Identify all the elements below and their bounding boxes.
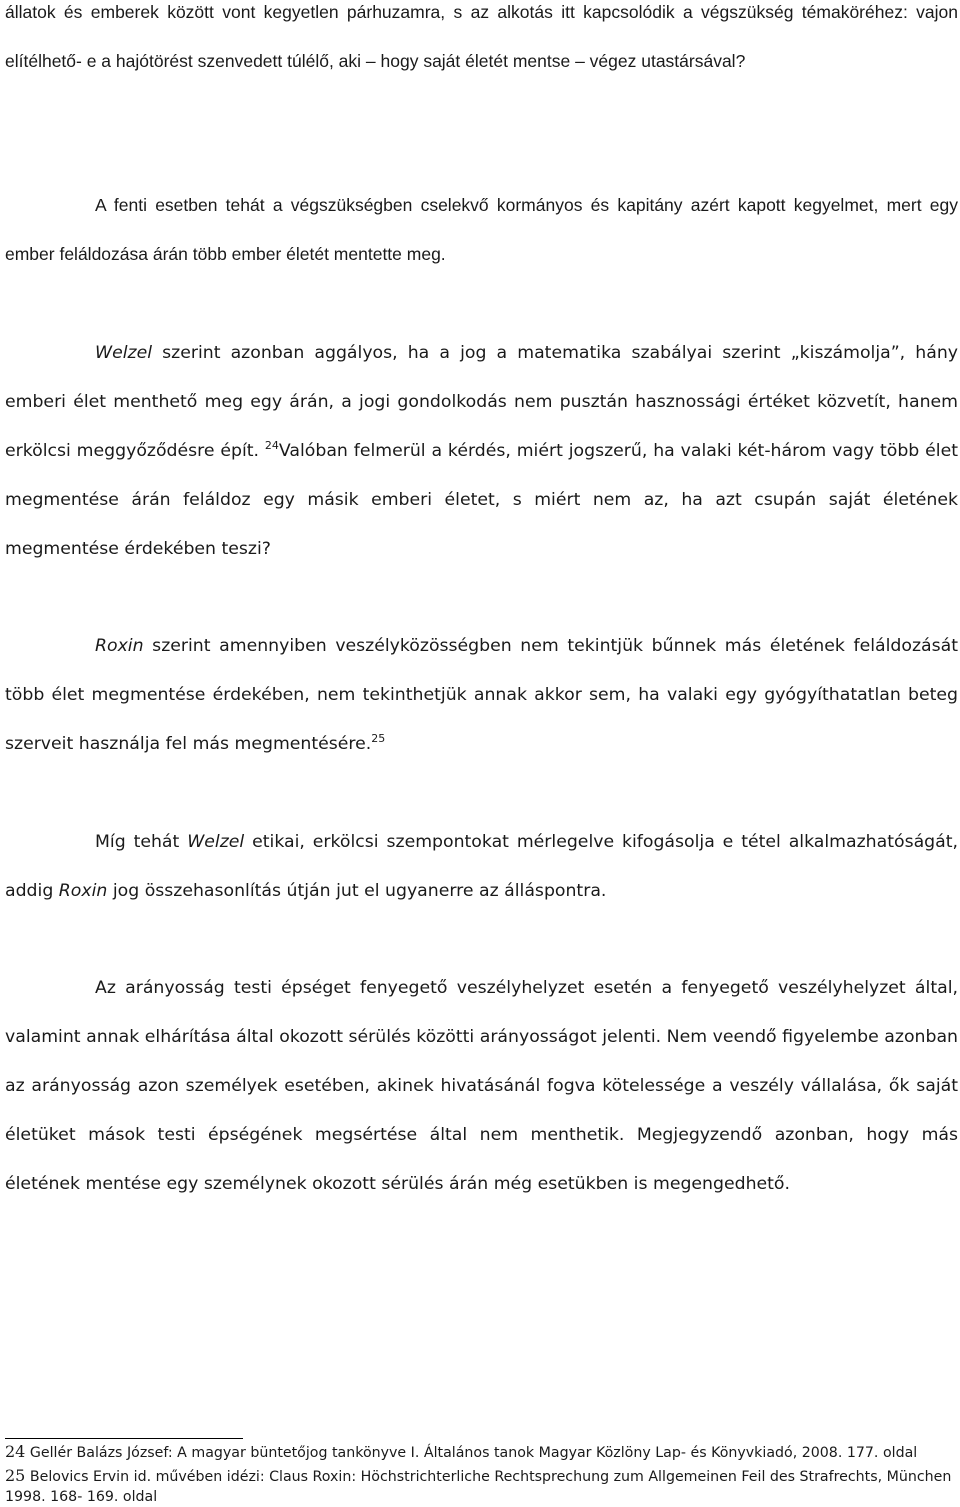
footnote-ref-24[interactable]: 24 xyxy=(264,439,279,452)
author-name: Welzel xyxy=(187,832,245,852)
footnote-text: Gellér Balázs József: A magyar büntetőjog tankönyve I. Általános tanok Magyar Közlöny Lap- és Könyvkiadó, 2008. 177. oldal xyxy=(25,1445,918,1461)
paragraph-roxin xyxy=(5,622,958,769)
paragraph-continuation xyxy=(5,0,958,86)
footnote-24 xyxy=(5,1442,955,1463)
footnote-text: Belovics Ervin id. művében idézi: Claus Roxin: Höchstrichterliche Rechtsprechung zum Allgemeinen Feil des Strafrechts, München 1998. 168- 169. oldal xyxy=(5,1469,952,1505)
paragraph-text: etikai, erkölcsi szempontokat mérlegelve kifogásolja e tétel alkalmazhatóságát, addig xyxy=(5,832,958,901)
paragraph-proportionality xyxy=(5,964,958,1209)
author-name: Welzel xyxy=(95,343,153,363)
footnote-number: 25 xyxy=(5,1466,26,1485)
footnote-25 xyxy=(5,1466,955,1507)
paragraph-text: A fenti esetben tehát a végszükségben cselekvő kormányos és kapitány azért kapott kegyelmet, mert egy ember feláldozása árán több ember életét mentette meg. xyxy=(5,195,958,264)
paragraph-text: Valóban felmerül a kérdés, miért jogszerű, ha valaki két-három vagy több élet megmentése árán feláldoz egy másik emberi életet, s miért nem az, ha azt csupán saját életének megmentése érdekében teszi? xyxy=(5,441,958,559)
paragraph-welzel xyxy=(5,329,958,574)
footnote-ref-25[interactable]: 25 xyxy=(371,732,386,745)
paragraph-text: állatok és emberek között vont kegyetlen párhuzamra, s az alkotás itt kapcsolódik a végszükség témaköréhez: vajon elítélhető- e a hajótörést szenvedett túlélő, aki – hogy saját életét mentse – végez utastársával? xyxy=(5,2,958,71)
paragraph-pardon xyxy=(5,181,958,279)
footnote-divider xyxy=(5,1438,243,1439)
author-name: Roxin xyxy=(58,881,108,901)
paragraph-comparison xyxy=(5,818,958,916)
paragraph-text: szerint azonban aggályos, ha a jog a matematika szabályai szerint „kiszámolja”, hány emberi élet menthető meg egy árán, a jogi gondolkodás nem pusztán hasznossági értéket közvetít, hanem erkölcsi meggyőződésre épít. xyxy=(5,343,958,461)
paragraph-text: Az arányosság testi épséget fenyegető veszélyhelyzet esetén a fenyegető veszélyhelyzet által, valamint annak elhárítása által okozott sérülés közötti arányosságot jelenti. Nem veendő figyelembe azonban az arányosság azon személyek esetében, akinek hivatásánál fogva kötelessége a veszély vállalása, ők saját életüket mások testi épségének megsértése által nem menthetik. Megjegyzendő azonban, hogy más életének mentése egy személynek okozott sérülés árán még esetükben is megengedhető. xyxy=(5,978,958,1194)
paragraph-text: Míg tehát xyxy=(95,832,188,852)
paragraph-text: jog összehasonlítás útján jut el ugyanerre az álláspontra. xyxy=(107,881,607,901)
footnote-number: 24 xyxy=(5,1442,26,1461)
paragraph-text: szerint amennyiben veszélyközösségben nem tekintjük bűnnek más életének feláldozását több élet megmentése érdekében, nem tekinthetjük annak akkor sem, ha valaki egy gyógyíthatatlan beteg szerveit használja fel más megmentésére. xyxy=(5,636,958,754)
author-name: Roxin xyxy=(95,636,144,656)
